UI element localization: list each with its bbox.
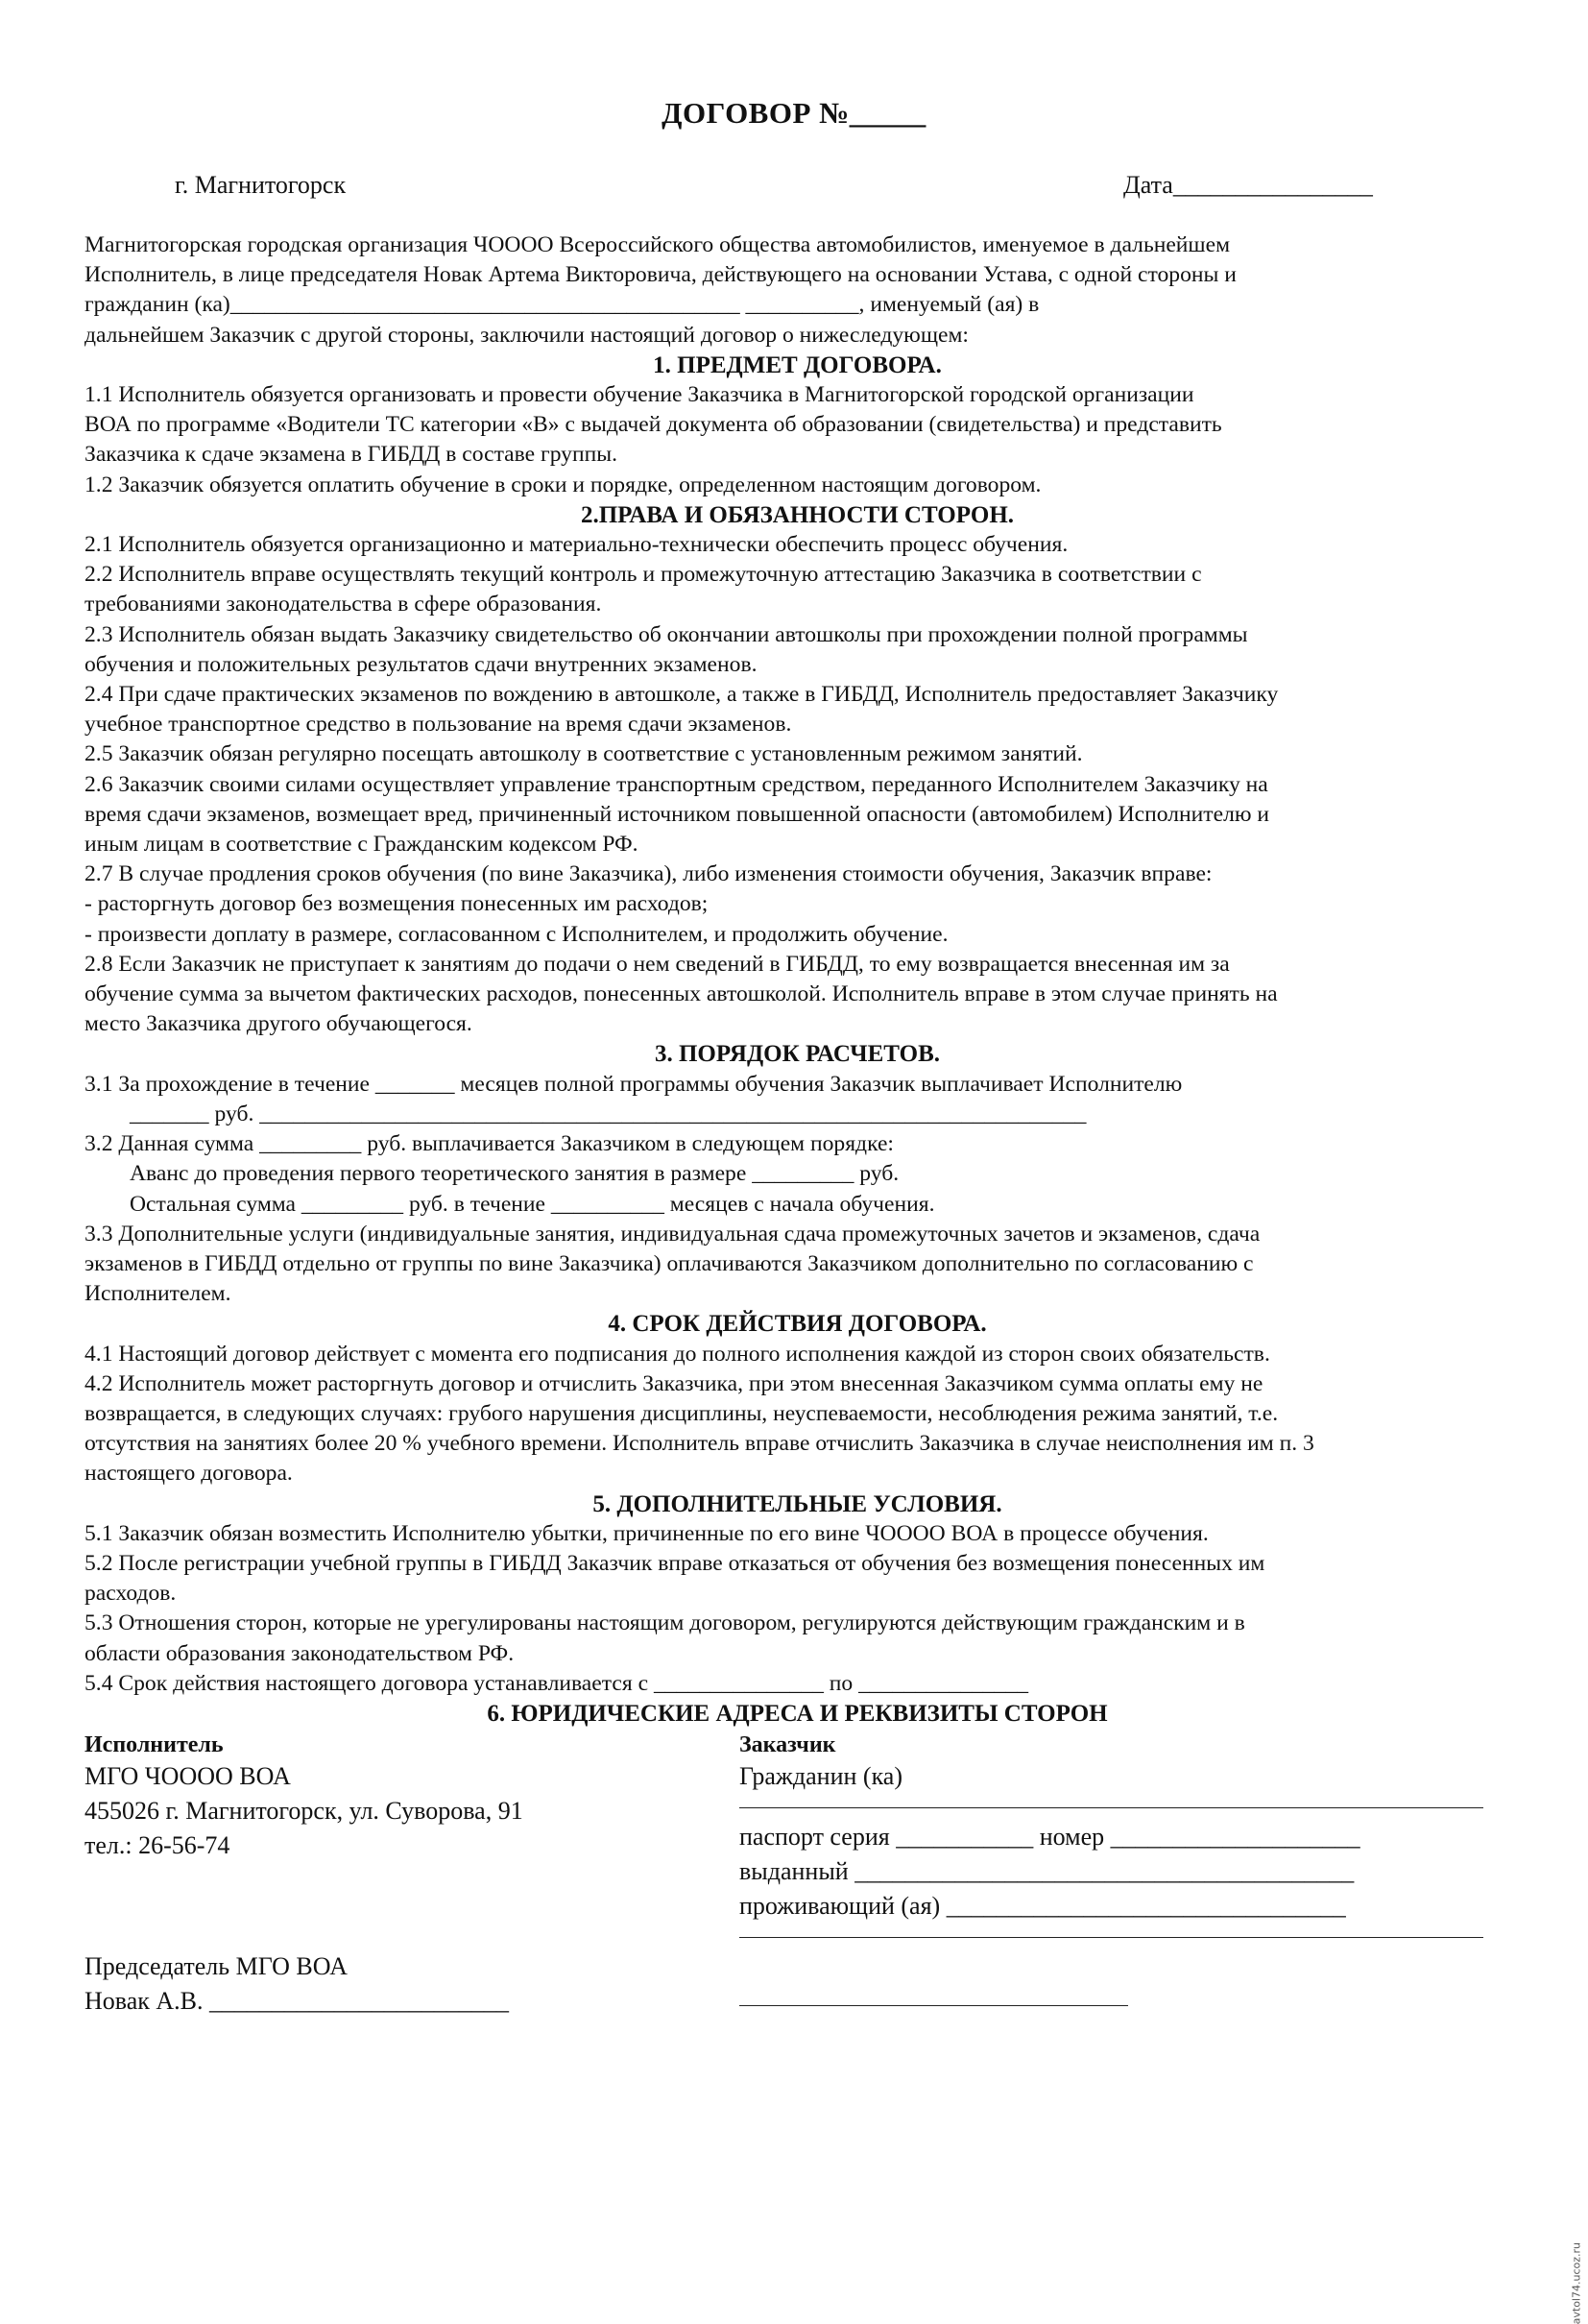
clause-line: Исполнителем. bbox=[84, 1281, 231, 1307]
clause-line: 5.4 Срок действия настоящего договора устанавливается с _______________ по _______________ bbox=[84, 1670, 1029, 1696]
contract-title: ДОГОВОР №_____ bbox=[662, 96, 926, 130]
customer-signature-line bbox=[739, 2005, 1128, 2006]
clause-line: учебное транспортное средство в пользование на время сдачи экзаменов. bbox=[84, 712, 792, 738]
customer-heading: Заказчик bbox=[739, 1732, 836, 1757]
intro-line: Магнитогорская городская организация ЧОООО Всероссийского общества автомобилистов, именуемое в дальнейшем bbox=[84, 232, 1231, 257]
customer-citizen: Гражданин (ка) bbox=[739, 1762, 903, 1790]
clause-line: Остальная сумма _________ руб. в течение __________ месяцев с начала обучения. bbox=[130, 1191, 935, 1217]
clause-line: 2.3 Исполнитель обязан выдать Заказчику свидетельство об окончании автошколы при прохождении полной программы bbox=[84, 621, 1248, 647]
customer-passport: паспорт серия ___________ номер ____________________ bbox=[739, 1823, 1360, 1851]
clause-line: обучения и положительных результатов сдачи внутренних экзаменов. bbox=[84, 651, 758, 677]
clause-line: Аванс до проведения первого теоретического занятия в размере _________ руб. bbox=[130, 1161, 900, 1187]
signature-name: Новак А.В. ________________________ bbox=[84, 1987, 509, 2015]
clause-line: иным лицам в соответствие с Гражданским кодексом РФ. bbox=[84, 832, 638, 858]
executor-phone: тел.: 26-56-74 bbox=[84, 1831, 230, 1859]
section-2-title: 2.ПРАВА И ОБЯЗАННОСТИ СТОРОН. bbox=[580, 501, 1015, 528]
section-6-title: 6. ЮРИДИЧЕСКИЕ АДРЕСА И РЕКВИЗИТЫ СТОРОН bbox=[487, 1700, 1108, 1727]
blank-line bbox=[739, 1807, 1483, 1808]
clause-line: место Заказчика другого обучающегося. bbox=[84, 1011, 472, 1037]
executor-heading: Исполнитель bbox=[84, 1732, 224, 1757]
clause-line: области образования законодательством РФ. bbox=[84, 1640, 515, 1666]
clause-line: - расторгнуть договор без возмещения понесенных им расходов; bbox=[84, 891, 709, 917]
intro-line: Исполнитель, в лице председателя Новак Артема Викторовича, действующего на основании Устава, с одной стороны и bbox=[84, 262, 1237, 288]
executor-address: 455026 г. Магнитогорск, ул. Суворова, 91 bbox=[84, 1797, 523, 1825]
date-field: Дата________________ bbox=[1123, 171, 1373, 199]
clause-line: ВОА по программе «Водители ТС категории «В» с выдачей документа об образовании (свидетельства) и представить bbox=[84, 412, 1222, 438]
signature-role: Председатель МГО ВОА bbox=[84, 1952, 348, 1980]
clause-line: экзаменов в ГИБДД отдельно от группы по вине Заказчика) оплачиваются Заказчиком дополнительно по согласованию с bbox=[84, 1250, 1254, 1276]
clause-line: требованиями законодательства в сфере образования. bbox=[84, 592, 602, 617]
clause-line: _______ руб. _________________________________________________________________________ bbox=[130, 1101, 1087, 1126]
clause-line: отсутствия на занятиях более 20 % учебного времени. Исполнитель вправе отчислить Заказчика в случае неисполнения им п. 3 bbox=[84, 1431, 1314, 1457]
clause-line: 1.2 Заказчик обязуется оплатить обучение в сроки и порядке, определенном настоящим договором. bbox=[84, 472, 1042, 497]
clause-line: Заказчика к сдаче экзамена в ГИБДД в составе группы. bbox=[84, 442, 617, 468]
clause-line: обучение сумма за вычетом фактических расходов, понесенных автошколой. Исполнитель вправе в этом случае принять на bbox=[84, 981, 1278, 1007]
section-3-title: 3. ПОРЯДОК РАСЧЕТОВ. bbox=[654, 1041, 941, 1068]
clause-line: - произвести доплату в размере, согласованном с Исполнителем, и продолжить обучение. bbox=[84, 921, 949, 947]
clause-line: 2.5 Заказчик обязан регулярно посещать автошколу в соответствие с установленным режимом занятий. bbox=[84, 741, 1083, 767]
clause-line: возвращается, в следующих случаях: грубого нарушения дисциплины, неуспеваемости, несоблюдения режима занятий, т.е. bbox=[84, 1400, 1279, 1426]
customer-resident: проживающий (ая) ________________________________ bbox=[739, 1892, 1346, 1920]
executor-details bbox=[84, 1731, 661, 1863]
executor-org: МГО ЧОООО ВОА bbox=[84, 1762, 291, 1790]
clause-line: 4.2 Исполнитель может расторгнуть договор и отчислить Заказчика, при этом внесенная Заказчиком сумма оплаты ему не bbox=[84, 1370, 1263, 1396]
clause-line: 3.2 Данная сумма _________ руб. выплачивается Заказчиком в следующем порядке: bbox=[84, 1131, 894, 1157]
clause-line: время сдачи экзаменов, возмещает вред, причиненный источником повышенной опасности (автомобилем) Исполнителю и bbox=[84, 801, 1270, 827]
customer-issued: выданный ________________________________________ bbox=[739, 1857, 1355, 1885]
section-1-title: 1. ПРЕДМЕТ ДОГОВОРА. bbox=[653, 351, 942, 378]
contract-body bbox=[84, 230, 1510, 1729]
clause-line: 2.8 Если Заказчик не приступает к занятиям до подачи о нем сведений в ГИБДД, то ему возвращается внесенная им за bbox=[84, 951, 1230, 977]
clause-line: 2.1 Исполнитель обязуется организационно и материально-технически обеспечить процесс обучения. bbox=[84, 532, 1069, 558]
clause-line: 1.1 Исполнитель обязуется организовать и провести обучение Заказчика в Магнитогорской городской организации bbox=[84, 382, 1194, 408]
clause-line: расходов. bbox=[84, 1581, 177, 1607]
clause-line: 2.6 Заказчик своими силами осуществляет управление транспортным средством, переданного Исполнителем Заказчику на bbox=[84, 771, 1268, 797]
watermark: avtol74.ucoz.ru bbox=[1570, 2242, 1582, 2324]
customer-details bbox=[739, 1731, 1488, 2006]
city: г. Магнитогорск bbox=[175, 171, 347, 199]
clause-line: 2.4 При сдаче практических экзаменов по вождению в автошколе, а также в ГИБДД, Исполнитель предоставляет Заказчику bbox=[84, 682, 1279, 708]
section-5-title: 5. ДОПОЛНИТЕЛЬНЫЕ УСЛОВИЯ. bbox=[592, 1490, 1002, 1517]
intro-line: дальнейшем Заказчик с другой стороны, заключили настоящий договор о нижеследующем: bbox=[84, 322, 969, 348]
clause-line: 5.1 Заказчик обязан возместить Исполнителю убытки, причиненные по его вине ЧОООО ВОА в процессе обучения. bbox=[84, 1520, 1209, 1546]
section-4-title: 4. СРОК ДЕЙСТВИЯ ДОГОВОРА. bbox=[608, 1311, 987, 1338]
intro-line: гражданин (ка)_____________________________________________ __________, именуемый (ая) в bbox=[84, 292, 1040, 318]
blank-line bbox=[739, 1937, 1483, 1938]
clause-line: 4.1 Настоящий договор действует с момента его подписания до полного исполнения каждой из сторон своих обязательств. bbox=[84, 1341, 1270, 1367]
clause-line: 5.2 После регистрации учебной группы в ГИБДД Заказчик вправе отказаться от обучения без возмещения понесенных им bbox=[84, 1550, 1265, 1576]
executor-signature bbox=[84, 1949, 509, 2019]
clause-line: 2.7 В случае продления сроков обучения (по вине Заказчика), либо изменения стоимости обучения, Заказчик вправе: bbox=[84, 861, 1213, 887]
clause-line: 5.3 Отношения сторон, которые не урегулированы настоящим договором, регулируются действующим гражданским и в bbox=[84, 1610, 1245, 1636]
clause-line: 3.3 Дополнительные услуги (индивидуальные занятия, индивидуальная сдача промежуточных зачетов и экзаменов, сдача bbox=[84, 1221, 1261, 1247]
clause-line: 2.2 Исполнитель вправе осуществлять текущий контроль и промежуточную аттестацию Заказчика в соответствии с bbox=[84, 562, 1202, 588]
clause-line: настоящего договора. bbox=[84, 1461, 293, 1487]
clause-line: 3.1 За прохождение в течение _______ месяцев полной программы обучения Заказчик выплачивает Исполнителю bbox=[84, 1071, 1183, 1097]
